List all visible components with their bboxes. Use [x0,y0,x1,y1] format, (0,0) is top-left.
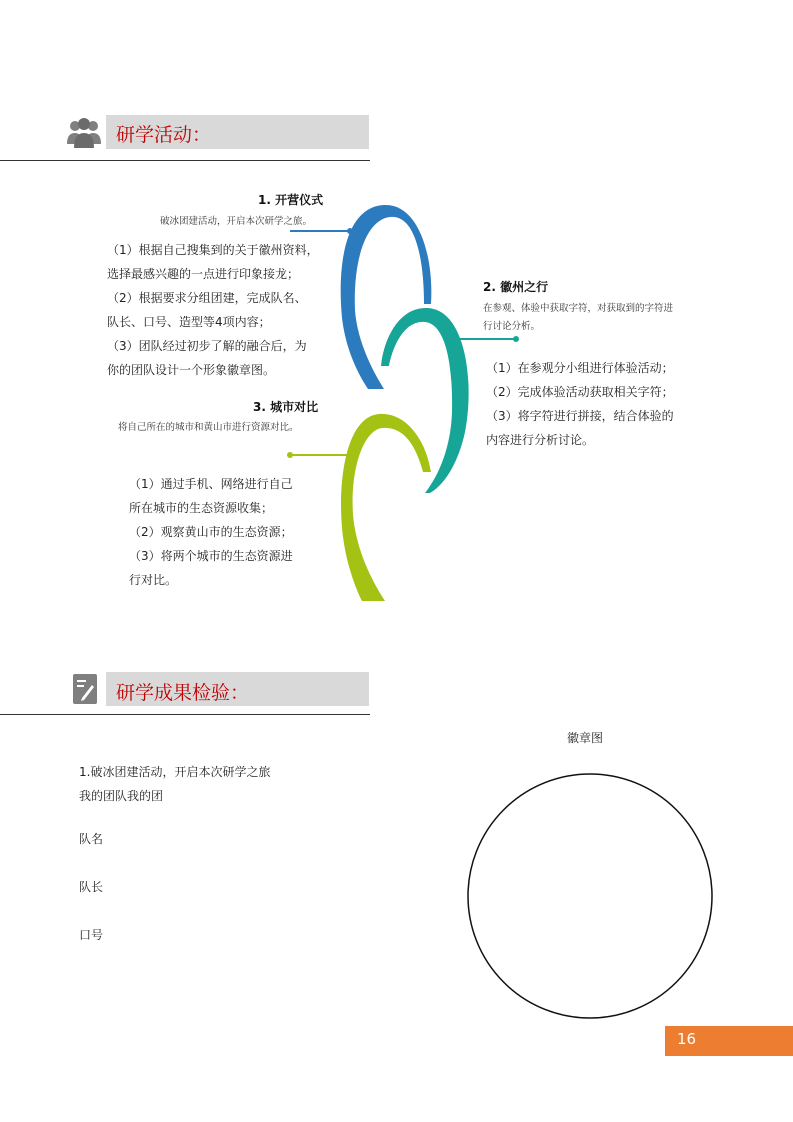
section-divider [0,714,370,715]
step-2-line: （1）在参观分小组进行体验活动； [486,361,674,375]
arc-green [341,414,431,601]
step-3-line: 行对比。 [129,573,178,587]
form-captain-label: 队长 [79,880,104,894]
edit-note-icon [73,674,97,704]
step-1-details [107,238,319,382]
step-1-subtitle: 破冰团建活动，开启本次研学之旅。 [160,216,313,227]
badge-label: 徽章图 [567,731,604,745]
step-2-subtitle [483,300,673,336]
step-1-line: 你的团队设计一个形象徽章图。 [107,363,276,377]
connector-dot-2 [513,336,519,342]
step-1-line: （2）根据要求分组团建，完成队名、 [107,291,307,305]
step-2-line: （2）完成体验活动获取相关字符； [486,385,674,399]
step-1-line: 选择最感兴趣的一点进行印象接龙； [107,267,300,281]
step-3-subtitle: 将自己所在的城市和黄山市进行资源对比。 [118,422,299,433]
section-title-activities: 研学活动： [116,124,212,146]
step-3-line: （3）将两个城市的生态资源进 [129,549,293,563]
form-team-name-label: 队名 [79,832,104,846]
step-1-line: （3）团队经过初步了解的融合后，为 [107,339,307,353]
section-title-results: 研学成果检验： [116,682,250,704]
step-3-title: 3. 城市对比 [253,400,319,414]
step-2-subtitle-line: 在参观、体验中获取字符，对获取到的字符进 [483,303,674,314]
connector-dot-3 [287,452,293,458]
step-2-line: 内容进行分析讨论。 [486,433,595,447]
step-3-line: （1）通过手机、网络进行自己 [129,477,293,491]
form-activity-line: 1.破冰团建活动，开启本次研学之旅 [79,765,271,779]
page-number [665,1026,793,1056]
step-1-line: 队长、口号、造型等4项内容； [107,315,271,329]
form-slogan-label: 口号 [79,928,104,942]
form-team-line: 我的团队我的团 [79,789,164,803]
step-2-subtitle-line: 行讨论分析。 [483,321,541,332]
step-3-line: 所在城市的生态资源收集； [129,501,274,515]
step-2-details [486,356,674,452]
step-3-line: （2）观察黄山市的生态资源； [129,525,293,539]
step-1-title: 1. 开营仪式 [258,193,324,207]
step-3-details [129,472,293,592]
step-1-line: （1）根据自己搜集到的关于徽州资料， [107,243,319,257]
step-2-title: 2. 徽州之行 [483,280,549,294]
page-number-text: 16 [677,1030,697,1048]
step-2-line: （3）将字符进行拼接，结合体验的 [486,409,674,423]
badge-circle [466,772,714,1020]
